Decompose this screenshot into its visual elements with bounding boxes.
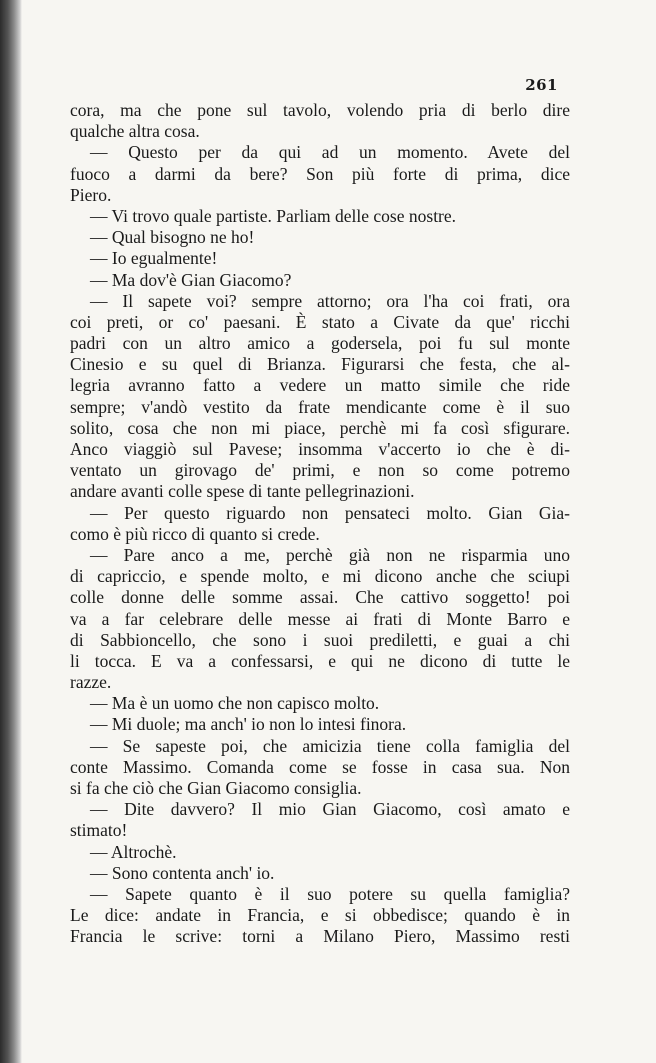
text-line: Anco viaggiò sul Pavese; insomma v'accerto io che è di- xyxy=(70,439,570,459)
text-line: di Sabbioncello, che sono i suoi prediletti, e guai a chi xyxy=(70,629,570,650)
text-line: qualche altra cosa. xyxy=(70,121,200,142)
text-line: — Mi duole; ma anch' io non lo intesi finora. xyxy=(90,714,407,735)
text-line: — Ma è un uomo che non capisco molto. xyxy=(90,693,380,714)
text-line: sempre; v'andò vestito da frate mendicante come è il suo xyxy=(70,396,570,417)
text-line: — Pare anco a me, perchè già non ne risparmia uno xyxy=(90,544,570,565)
body-text xyxy=(70,100,570,948)
text-line: legria avranno fatto a vedere un matto simile che ride xyxy=(70,375,570,396)
text-line: Cinesio e su quel di Brianza. Figurarsi che festa, che al- xyxy=(70,354,570,375)
text-line: — Questo per da qui ad un momento. Avete del xyxy=(90,142,570,163)
text-line: fuoco a darmi da bere? Son più forte di prima, dice xyxy=(70,163,570,184)
text-line: — Vi trovo quale partiste. Parliam delle cose nostre. xyxy=(90,205,457,226)
text-line: — Per questo riguardo non pensateci molto. Gian Gia- xyxy=(90,502,570,523)
text-line: di capriccio, e spende molto, e mi dicono anche che sciupi xyxy=(70,566,570,587)
text-line: padri con un altro amico a godersela, poi fu sul monte xyxy=(70,333,570,354)
text-line: razze. xyxy=(70,672,112,693)
text-line: — Sapete quanto è il suo potere su quella famiglia? xyxy=(90,883,570,904)
text-line: conte Massimo. Comanda come se fosse in casa sua. Non xyxy=(70,756,570,777)
text-line: — Se sapeste poi, che amicizia tiene colla famiglia del xyxy=(90,735,570,756)
text-line: — Qual bisogno ne ho! xyxy=(90,227,255,248)
text-line: si fa che ciò che Gian Giacomo consiglia. xyxy=(70,778,362,798)
text-line: — Sono contenta anch' io. xyxy=(90,862,275,883)
text-line: Le dice: andate in Francia, e si obbedisce; quando è in xyxy=(70,905,570,926)
text-line: stimato! xyxy=(70,820,128,841)
text-line: colle donne delle somme assai. Che cattivo soggetto! poi xyxy=(70,587,570,608)
text-line: Piero. xyxy=(70,184,112,205)
text-line: ventato un girovago de' primi, e non so come potremo xyxy=(70,460,570,481)
text-line: va a far celebrare delle messe ai frati di Monte Barro e xyxy=(70,608,570,629)
text-line: li tocca. E va a confessarsi, e qui ne dicono di tutte le xyxy=(70,650,570,671)
text-line: — Dite davvero? Il mio Gian Giacomo, così amato e xyxy=(90,799,570,820)
text-line: — Altrochè. xyxy=(90,841,177,862)
text-line: cora, ma che pone sul tavolo, volendo pria di berlo dire xyxy=(70,100,570,120)
page-number: 261 xyxy=(525,76,558,94)
text-line: — Io egualmente! xyxy=(90,248,218,269)
text-line: andare avanti colle spese di tante pellegrinazioni. xyxy=(70,481,415,502)
text-line: coi preti, or co' paesani. È stato a Civate da que' ricchi xyxy=(70,311,570,332)
text-line: como è più ricco di quanto si crede. xyxy=(70,523,320,544)
text-line: — Il sapete voi? sempre attorno; ora l'ha coi frati, ora xyxy=(90,290,570,311)
page-binding-shadow xyxy=(0,0,22,1063)
text-line: solito, cosa che non mi piace, perchè mi fa così sfigurare. xyxy=(70,417,570,438)
text-line: — Ma dov'è Gian Giacomo? xyxy=(90,269,292,290)
text-line: Francia le scrive: torni a Milano Piero, Massimo resti xyxy=(70,926,570,947)
